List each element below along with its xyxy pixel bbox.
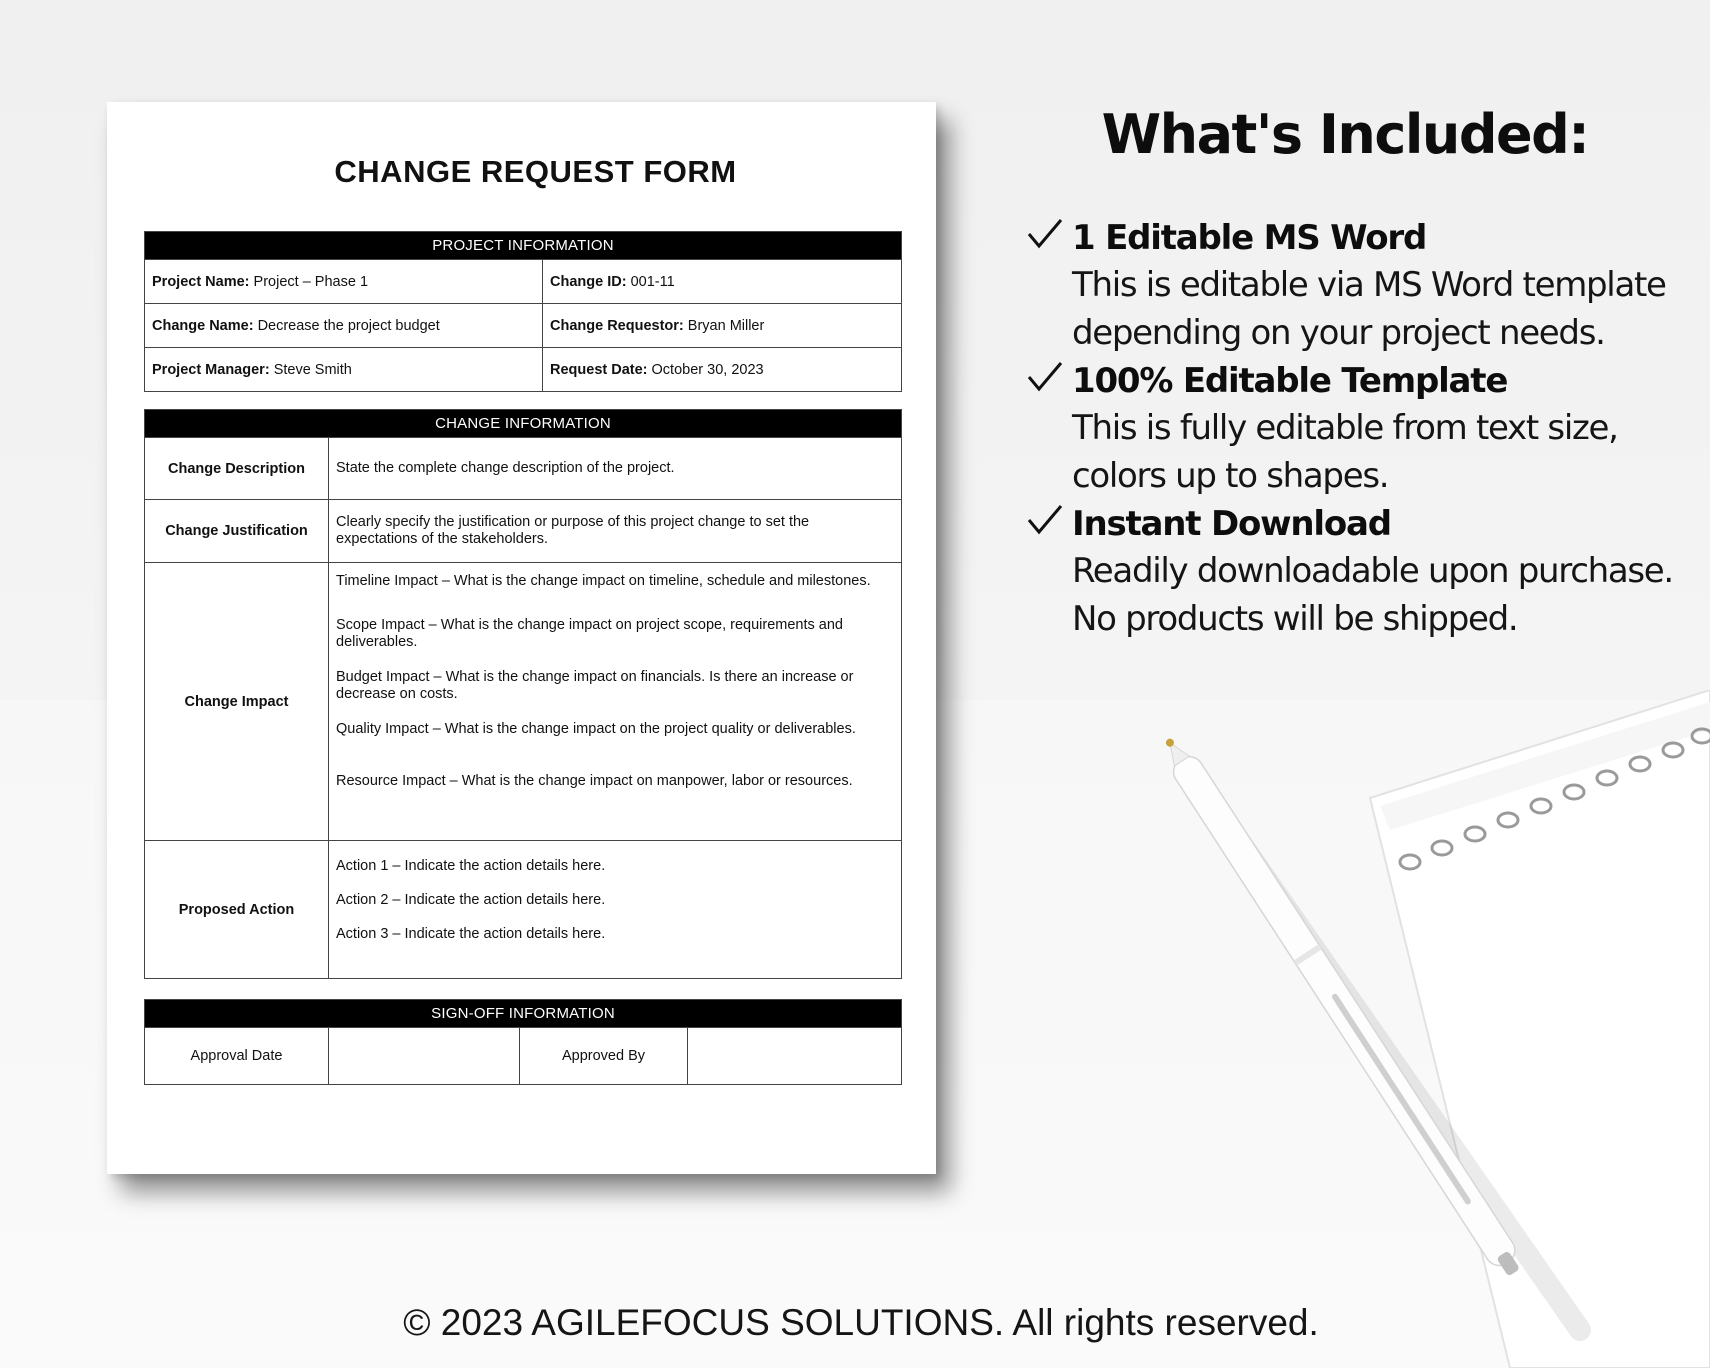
- notebook-and-pen-illustration: [1080, 690, 1710, 1368]
- approval-date-label: Approval Date: [145, 1028, 329, 1085]
- change-justification-value: Clearly specify the justification or purpose of this project change to set the expectations of the stakeholders.: [329, 500, 902, 563]
- table-row: [145, 304, 902, 348]
- impact-item: Resource Impact – What is the change impact on manpower, labor or resources.: [336, 773, 853, 789]
- feature-title: 1 Editable MS Word: [1072, 218, 1427, 258]
- checkmark-icon: [1025, 357, 1065, 397]
- request-date-cell: Request Date: October 30, 2023: [543, 348, 902, 392]
- action-item: Action 1 – Indicate the action details here.: [336, 858, 606, 874]
- signoff-information-table: [144, 999, 902, 1085]
- change-description-label: Change Description: [145, 438, 329, 500]
- feature-item: [1072, 214, 1702, 357]
- change-information-header: CHANGE INFORMATION: [145, 410, 902, 438]
- table-row: [145, 563, 902, 841]
- table-row: [145, 841, 902, 979]
- project-manager-cell: Project Manager: Steve Smith: [145, 348, 543, 392]
- approved-by-field: [688, 1028, 902, 1085]
- change-name-cell: Change Name: Decrease the project budget: [145, 304, 543, 348]
- change-id-cell: Change ID: 001-11: [543, 260, 902, 304]
- proposed-action-label: Proposed Action: [145, 841, 329, 979]
- impact-item: Quality Impact – What is the change impact on the project quality or deliverables.: [336, 721, 856, 737]
- checkmark-icon: [1025, 500, 1065, 540]
- project-information-header: PROJECT INFORMATION: [145, 232, 902, 260]
- action-item: Action 2 – Indicate the action details here.: [336, 892, 606, 908]
- feature-description: Readily downloadable upon purchase. No products will be shipped.: [1072, 551, 1673, 639]
- change-requestor-cell: Change Requestor: Bryan Miller: [543, 304, 902, 348]
- feature-description: This is fully editable from text size, colors up to shapes.: [1072, 408, 1618, 496]
- form-title: CHANGE REQUEST FORM: [334, 154, 737, 189]
- table-row: [145, 500, 902, 563]
- table-row: [145, 438, 902, 500]
- form-sheet: [107, 102, 936, 1174]
- copyright-notice: © 2023 AGILEFOCUS SOLUTIONS. All rights reserved.: [403, 1302, 1319, 1343]
- project-name-cell: Project Name: Project – Phase 1: [145, 260, 543, 304]
- impact-item: Timeline Impact – What is the change impact on timeline, schedule and milestones.: [336, 573, 871, 589]
- action-item: Action 3 – Indicate the action details here.: [336, 926, 606, 942]
- table-row: [145, 1028, 902, 1085]
- checkmark-icon: [1025, 214, 1065, 254]
- feature-item: [1072, 357, 1702, 500]
- project-information-table: [144, 231, 902, 392]
- feature-item: [1072, 500, 1702, 643]
- feature-title: Instant Download: [1072, 504, 1391, 544]
- table-row: [145, 260, 902, 304]
- change-impact-value: [329, 563, 902, 841]
- impact-item: Scope Impact – What is the change impact on project scope, requirements and deliverables.: [336, 617, 843, 650]
- change-information-table: [144, 409, 902, 979]
- signoff-information-header: SIGN-OFF INFORMATION: [145, 1000, 902, 1028]
- proposed-action-value: [329, 841, 902, 979]
- approval-date-field: [329, 1028, 520, 1085]
- approved-by-label: Approved By: [520, 1028, 688, 1085]
- feature-title: 100% Editable Template: [1072, 361, 1508, 401]
- feature-description: This is editable via MS Word template depending on your project needs.: [1072, 265, 1666, 353]
- table-row: [145, 348, 902, 392]
- features-list: [1072, 214, 1702, 643]
- whats-included-title: What's Included:: [1101, 103, 1589, 166]
- change-impact-label: Change Impact: [145, 563, 329, 841]
- change-description-value: State the complete change description of the project.: [329, 438, 902, 500]
- impact-item: Budget Impact – What is the change impact on financials. Is there an increase or decrease on costs.: [336, 669, 854, 702]
- change-justification-label: Change Justification: [145, 500, 329, 563]
